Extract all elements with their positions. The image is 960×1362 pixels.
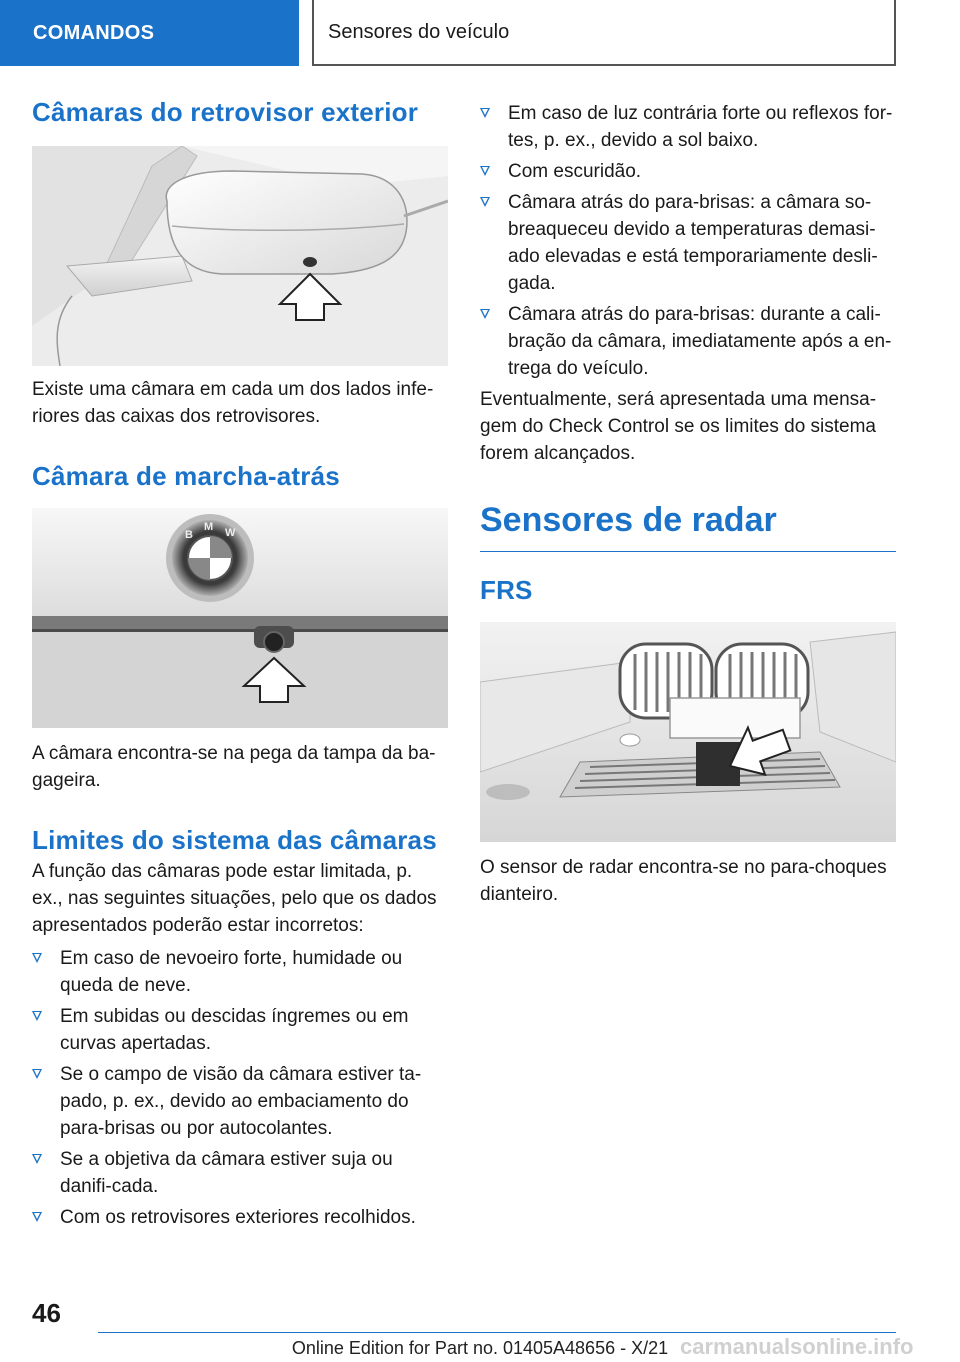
- list-item: Câmara atrás do para-brisas: durante a cali-bração da câmara, imediatamente após a en-trega do veículo.: [480, 301, 896, 382]
- radar-sensor-illustration: [480, 622, 896, 842]
- triangle-bullet-icon: [480, 309, 490, 319]
- mirror-camera-illustration: [32, 146, 448, 366]
- list-item: Em caso de nevoeiro forte, humidade ou queda de neve.: [32, 945, 448, 999]
- camera-limits-list-continued: [480, 100, 896, 382]
- svg-text:B: B: [185, 529, 193, 541]
- list-item: Se o campo de visão da câmara estiver ta-pado, p. ex., devido ao embaciamento do para-brisas ou por autocolantes.: [32, 1061, 448, 1142]
- triangle-bullet-icon: [32, 1212, 42, 1222]
- rear-camera-illustration: [32, 508, 448, 728]
- section-title: Sensores do veículo: [312, 0, 896, 66]
- rear-camera-text: A câmara encontra-se na pega da tampa da ba-gageira.: [32, 743, 436, 791]
- left-column: [32, 96, 448, 1231]
- mirror-cameras-text: Existe uma câmara em cada um dos lados infe-riores das caixas dos retrovisores.: [32, 379, 434, 427]
- footer-edition: Online Edition for Part no. 01405A48656 - X/21: [291, 1338, 669, 1358]
- heading-radar-sensors: Sensores de radar: [480, 499, 896, 552]
- watermark: carmanualsonline.info: [680, 1334, 914, 1359]
- camera-limits-intro: A função das câmaras pode estar limitada, p. ex., nas seguintes situações, pelo que os dados apresentados poderão estar incorretos:: [32, 861, 437, 936]
- chapter-tab: COMANDOS: [0, 0, 299, 66]
- list-item: Em subidas ou descidas íngremes ou em curvas apertadas.: [32, 1003, 448, 1057]
- check-control-note: Eventualmente, será apresentada uma mensa-gem do Check Control se os limites do sistema forem alcançados.: [480, 389, 877, 464]
- triangle-bullet-icon: [480, 197, 490, 207]
- heading-mirror-cameras: Câmaras do retrovisor exterior: [32, 97, 419, 127]
- footer-divider: [98, 1332, 896, 1333]
- page-number: 46: [32, 1298, 61, 1328]
- triangle-bullet-icon: [32, 1011, 42, 1021]
- heading-camera-limits: Limites do sistema das câmaras: [32, 825, 437, 855]
- radar-sensor-text: O sensor de radar encontra-se no para-choques dianteiro.: [480, 857, 887, 905]
- list-item: Câmara atrás do para-brisas: a câmara so-breaqueceu devido a temperaturas demasi-ado elevadas e está temporariamente desli-gada.: [480, 189, 896, 297]
- list-item: Em caso de luz contrária forte ou reflexos for-tes, p. ex., devido a sol baixo.: [480, 100, 896, 154]
- triangle-bullet-icon: [32, 953, 42, 963]
- list-item: Com os retrovisores exteriores recolhidos.: [32, 1204, 448, 1231]
- svg-text:W: W: [225, 527, 236, 539]
- list-item: Se a objetiva da câmara estiver suja ou danifi-cada.: [32, 1146, 448, 1200]
- triangle-bullet-icon: [32, 1154, 42, 1164]
- heading-frs: FRS: [480, 575, 533, 605]
- svg-text:M: M: [204, 521, 214, 533]
- camera-limits-list: [32, 945, 448, 1231]
- heading-rear-camera: Câmara de marcha-atrás: [32, 461, 340, 491]
- triangle-bullet-icon: [480, 166, 490, 176]
- list-item: Com escuridão.: [480, 158, 896, 185]
- triangle-bullet-icon: [32, 1069, 42, 1079]
- triangle-bullet-icon: [480, 108, 490, 118]
- right-column: [480, 100, 896, 908]
